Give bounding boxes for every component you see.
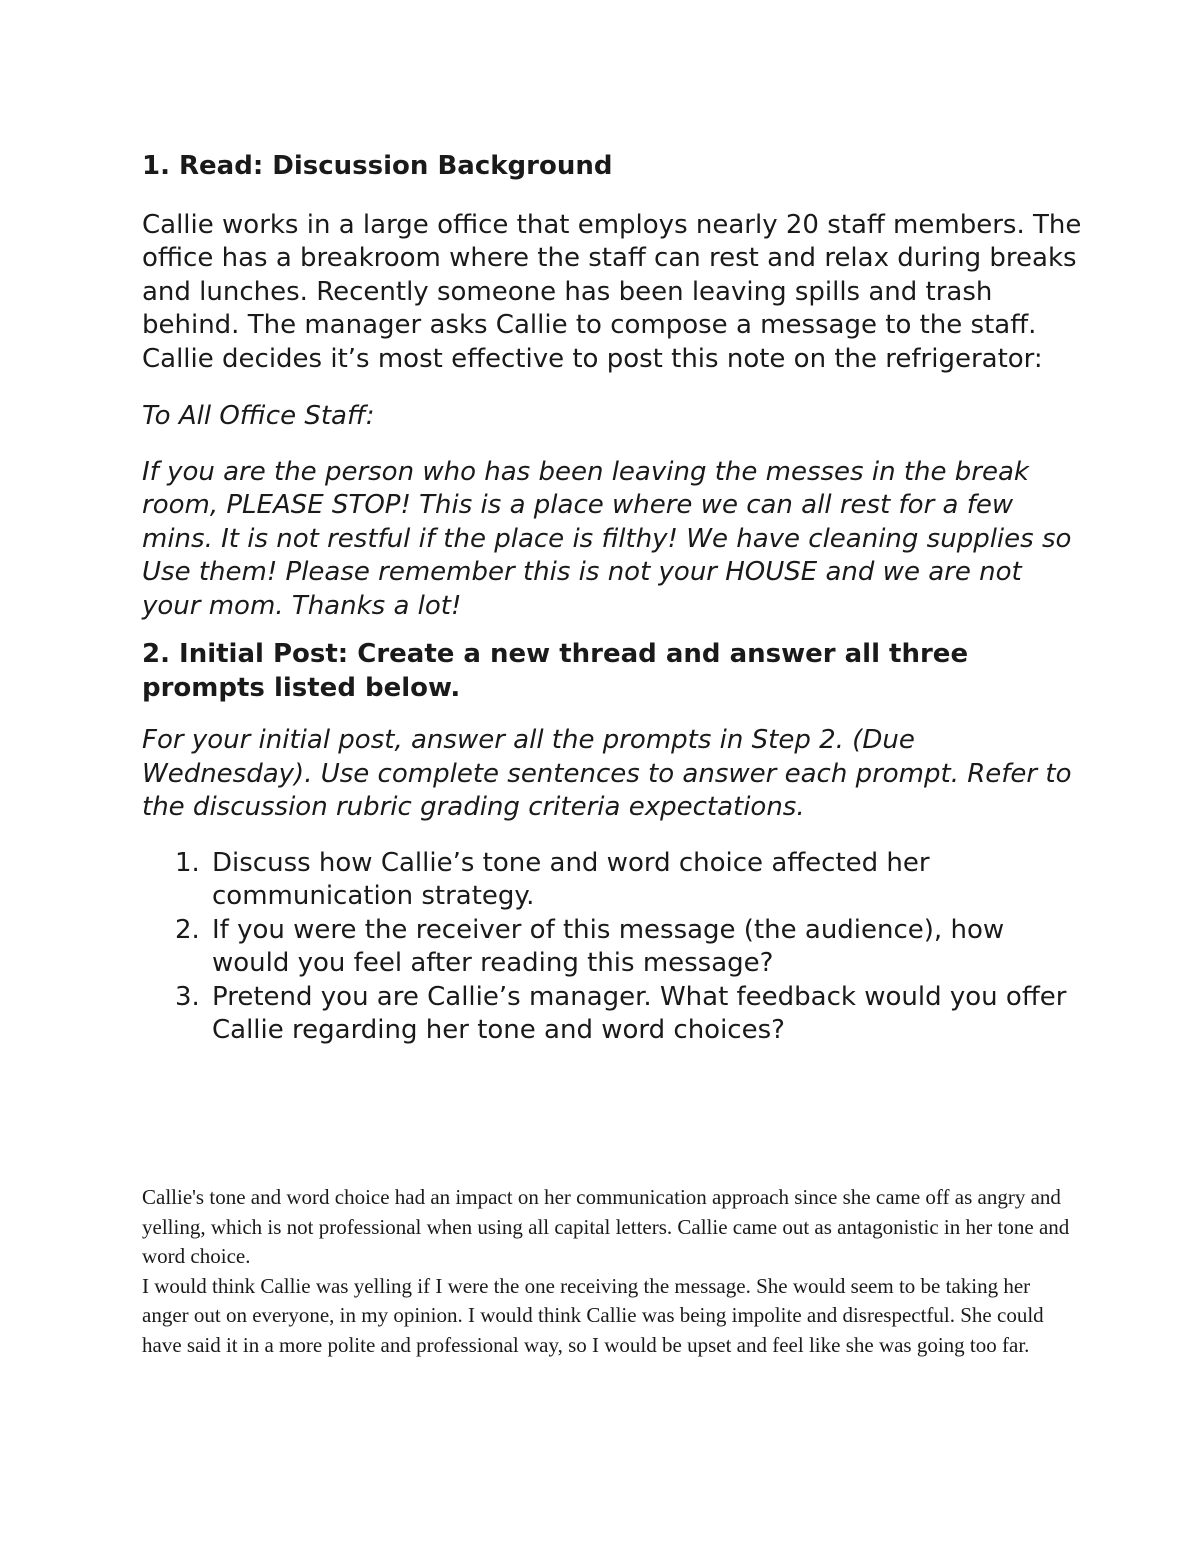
prompt-list [142,847,1082,1048]
answer-paragraph-2: I would think Callie was yelling if I were the one receiving the message. She would seem to be taking her anger out on everyone, in my opinion. I would think Callie was being impolite and disrespectful. She could have said it in a more polite and professional way, so I would be upset and feel like she was going too far. [142,1273,1044,1357]
background-paragraph: Callie works in a large office that employs nearly 20 staff members. The office has a breakroom where the staff can rest and relax during breaks and lunches. Recently someone has been leaving spills and trash behind. The manager asks Callie to compose a message to the staff. Callie decides it’s most effective to post this note on the refrigerator: [142,209,1082,374]
document-page [142,150,1082,1048]
section1-heading: 1. Read: Discussion Background [142,151,613,181]
answer-paragraph-1: Callie's tone and word choice had an impact on her communication approach since she came off as angry and yelling, which is not professional when using all capital letters. Callie came out as antagonistic in her tone and word choice. [142,1185,1070,1268]
initial-post-instructions: For your initial post, answer all the prompts in Step 2. (Due Wednesday). Use complete sentences to answer each prompt. Refer to the discussion rubric grading criteria expectations. [142,725,1072,822]
prompt-item: If you were the receiver of this message (the audience), how would you feel after reading this message? [212,914,1005,978]
prompt-item: Discuss how Callie’s tone and word choice affected her communication strategy. [212,847,930,911]
student-answer [142,1183,1072,1360]
note-body: If you are the person who has been leaving the messes in the break room, PLEASE STOP! This is a place where we can all rest for a few mins. It is not restful if the place is filthy! We have cleaning supplies so Use them! Please remember this is not your HOUSE and we are not your mom. Thanks a lot! [142,456,1072,621]
note-salutation: To All Office Staff: [142,401,375,431]
section2-heading: 2. Initial Post: Create a new thread and answer all three prompts listed below. [142,639,969,703]
prompt-item: Pretend you are Callie’s manager. What feedback would you offer Callie regarding her tone and word choices? [212,981,1067,1045]
